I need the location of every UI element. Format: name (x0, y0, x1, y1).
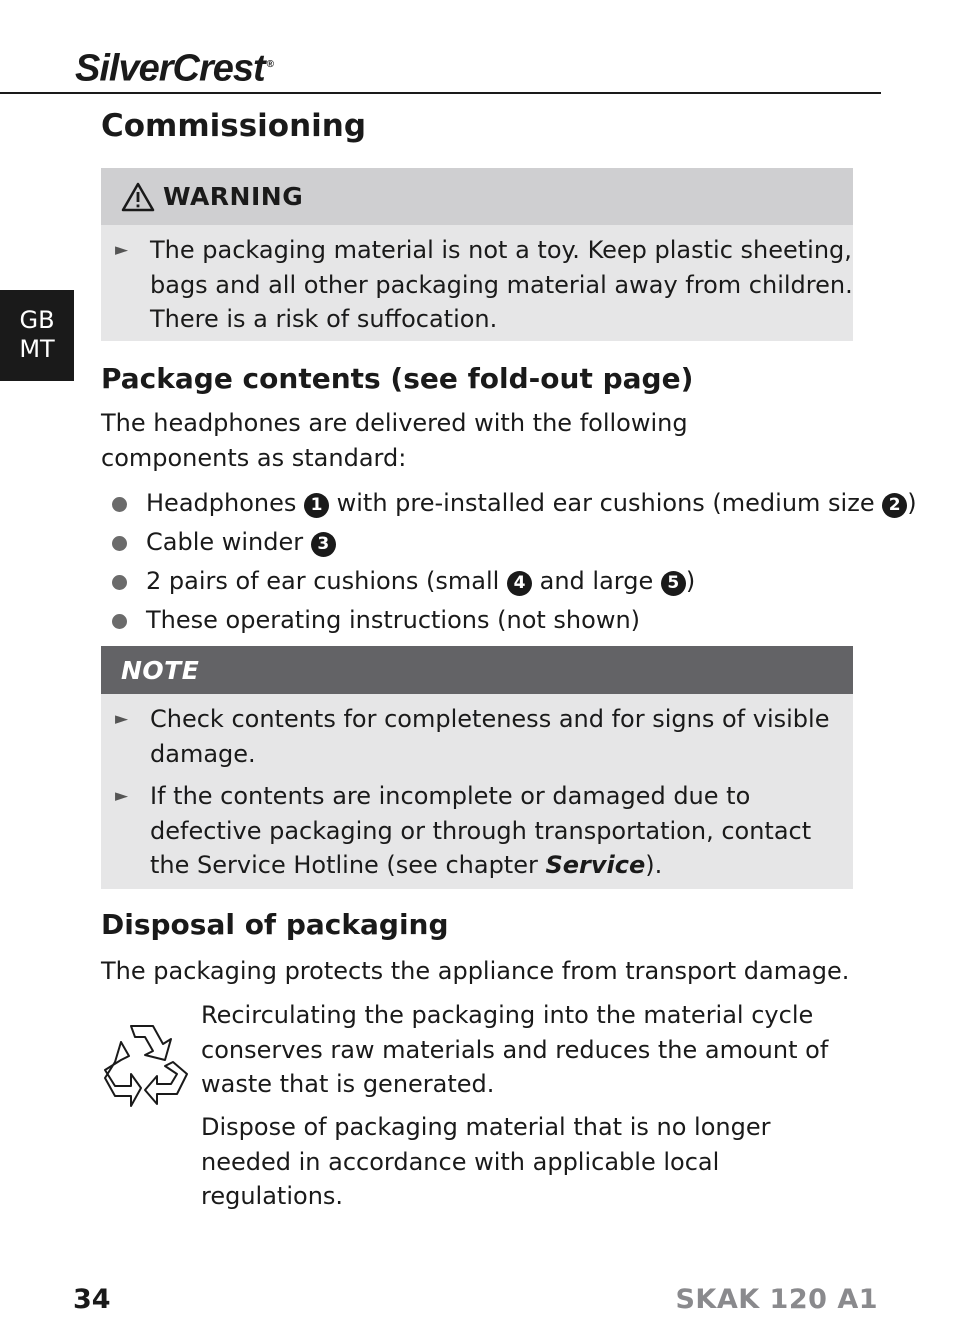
model-name: SKAK 120 A1 (675, 1284, 878, 1315)
number-badge: 5 (661, 571, 686, 596)
bullet-dot-icon (112, 575, 127, 590)
brand-name: SilverCrest (75, 47, 265, 90)
arrow-bullet-icon: ► (115, 786, 129, 806)
list-item (110, 562, 870, 601)
section-title-disposal: Disposal of packaging (101, 908, 449, 941)
list-item (110, 484, 917, 523)
note-text: ). (645, 851, 663, 879)
list-item (110, 523, 870, 562)
item-text: These operating instructions (not shown) (146, 606, 641, 634)
number-badge: 4 (507, 571, 532, 596)
note-text: Check contents for completeness and for signs of visible damage. (150, 705, 830, 768)
warning-box (101, 168, 853, 341)
note-box (101, 646, 853, 889)
disposal-intro: The packaging protects the appliance from transport damage. (101, 957, 850, 985)
page-number: 34 (73, 1284, 111, 1315)
item-text: Cable winder (146, 528, 311, 556)
registered-mark: ® (266, 59, 274, 70)
item-text: 2 pairs of ear cushions (small (146, 567, 507, 595)
note-item (101, 779, 853, 883)
warning-header (101, 168, 853, 225)
components-list (110, 484, 917, 640)
recycle-icon (101, 1022, 193, 1110)
item-text: with pre-installed ear cushions (medium size (329, 489, 883, 517)
chapter-reference: Service (545, 851, 646, 879)
arrow-bullet-icon: ► (115, 240, 129, 260)
item-text: Headphones (146, 489, 304, 517)
package-contents-intro: The headphones are delivered with the following components as standard: (101, 409, 688, 472)
section-title-package-contents: Package contents (see fold-out page) (101, 362, 694, 395)
warning-text: The packaging material is not a toy. Keep plastic sheeting, bags and all other packaging material away from children. There is a risk of suffocation. (150, 236, 853, 333)
item-text: and large (531, 567, 661, 595)
item-text: ) (685, 567, 696, 595)
item-text: ) (907, 489, 917, 517)
bullet-dot-icon (112, 536, 127, 551)
brand-logo (75, 42, 273, 92)
warning-item (101, 233, 853, 337)
note-list (101, 702, 853, 883)
warning-label: WARNING (163, 182, 304, 211)
bullet-dot-icon (112, 614, 127, 629)
number-badge: 2 (882, 493, 907, 518)
note-header: NOTE (101, 646, 853, 694)
disposal-paragraph-2: Dispose of packaging material that is no longer needed in accordance with applicable local regulations. (201, 1113, 771, 1210)
number-badge: 1 (304, 493, 329, 518)
note-item (101, 702, 853, 771)
language-code-gb: GB (19, 306, 55, 334)
language-tab (0, 290, 74, 381)
disposal-paragraph-1: Recirculating the packaging into the material cycle conserves raw materials and reduces the amount of waste that is generated. (201, 1001, 829, 1098)
note-text: If the contents are incomplete or damaged due to defective packaging or through transportation, contact the Service Hotline (see chapter (150, 782, 812, 879)
language-code-mt: MT (19, 335, 55, 363)
bullet-dot-icon (112, 497, 127, 512)
header-divider (0, 92, 881, 94)
warning-triangle-icon (121, 182, 155, 212)
number-badge: 3 (311, 532, 336, 557)
arrow-bullet-icon: ► (115, 709, 129, 729)
list-item (110, 601, 870, 640)
section-title-commissioning: Commissioning (101, 108, 367, 144)
